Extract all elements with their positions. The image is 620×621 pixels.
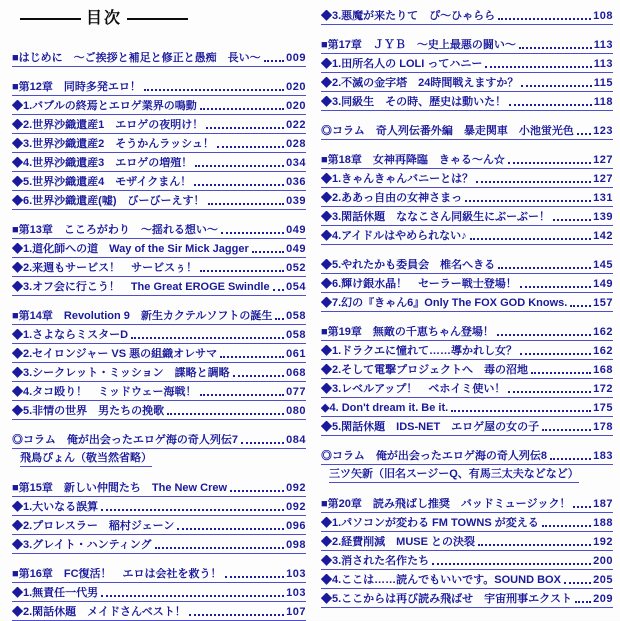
entry-page-number: 108 (593, 9, 613, 22)
entry-label: ◆6.輝け銀水晶！ セーラー戦士登場！ (321, 277, 517, 290)
page-title (20, 11, 188, 27)
entry-label: ◆1.無責任一代男 (12, 586, 99, 599)
dot-leader (275, 318, 284, 320)
dot-leader (573, 506, 591, 508)
entry-label: ◆2.セイロンジャー VS 悪の組織オレサマ (12, 347, 218, 360)
toc-entry-item (12, 535, 306, 554)
entry-label: ■第15章 新しい仲間たち The New Crew (12, 481, 228, 494)
toc-entry-item (12, 172, 306, 191)
toc-entry-item (321, 513, 613, 532)
dot-leader (273, 289, 285, 291)
entry-page-number: 123 (593, 124, 613, 137)
entry-page-number: 192 (593, 535, 613, 548)
dot-leader (189, 614, 284, 616)
entry-page-number: 172 (593, 382, 613, 395)
entry-label: ◆2.そして電撃プロジェクトへ 毒の沼地 (321, 363, 528, 376)
dot-leader (570, 305, 591, 307)
entry-page-number: 058 (286, 309, 306, 322)
entry-page-number: 061 (286, 347, 306, 360)
dot-leader (498, 267, 591, 269)
entry-label: ◆4.アイドルはやめられない♪ (321, 229, 467, 242)
entry-label: ◆5.閑話休題 IDS-NET エロゲ屋の女の子 (321, 420, 540, 433)
entry-label: ◆4.世界沙織遺産3 エロゲの増殖！ (12, 156, 193, 169)
entry-page-number: 020 (286, 99, 306, 112)
entry-page-number: 209 (593, 592, 613, 605)
dot-leader (206, 127, 284, 129)
entry-label: ◆5.非情の世界 男たちの挽歌 (12, 404, 165, 417)
dot-leader (195, 165, 284, 167)
toc-entry-header (321, 322, 613, 341)
toc-entry-item (12, 134, 306, 153)
entry-label: ◆6.世界沙織遺産(嘘) びーびーえす！ (12, 194, 205, 207)
dot-leader (542, 525, 591, 527)
entry-label: ■第19章 無敵の千恵ちゃん登場！ (321, 325, 494, 338)
entry-label: ◆1.きゃんきゃんバニーとは？ (321, 172, 474, 185)
entry-page-number: 162 (593, 325, 613, 338)
entry-page-number: 118 (593, 95, 613, 108)
entry-label: ◎コラム 俺が出会ったエロゲ海の奇人列伝7 (12, 433, 239, 446)
toc-entry-item (321, 589, 613, 608)
toc-entry-item (321, 188, 613, 207)
toc-entry-header (12, 77, 306, 96)
dot-leader (194, 184, 284, 186)
entry-page-number: 200 (593, 554, 613, 567)
toc-title: 目次 (86, 10, 123, 27)
entry-label: ◆1.田所名人の LOLI ってハニー (321, 57, 483, 70)
entry-page-number: 113 (593, 57, 613, 70)
entry-page-number: 068 (286, 366, 306, 379)
dot-leader (451, 410, 591, 412)
title-rule-left (20, 18, 81, 21)
dot-leader (167, 413, 284, 415)
dot-leader (509, 104, 592, 106)
dot-leader (575, 601, 591, 603)
entry-page-number: 039 (286, 194, 306, 207)
dot-leader (542, 429, 591, 431)
dot-leader (497, 334, 591, 336)
entry-label: ◆3.悪魔が来たりて ぴ～ひゃらら (321, 9, 496, 22)
entry-page-number: 139 (593, 210, 613, 223)
entry-page-number: 077 (286, 385, 306, 398)
entry-label: ◆3.同級生 その時、歴史は動いた！ (321, 95, 507, 108)
entry-page-number: 103 (286, 567, 306, 580)
entry-label: ◆3.シークレット・ミッション 諜略と調略 (12, 366, 230, 379)
entry-label: ■第17章 ＪＹＢ ～史上最悪の闘い～ (321, 38, 516, 51)
dot-leader (521, 85, 591, 87)
toc-entry-item (321, 207, 613, 226)
toc-entry-item (321, 570, 613, 589)
entry-label: ■第12章 同時多発エロ！ (12, 80, 141, 93)
toc-entry-item (321, 551, 613, 570)
dot-leader (252, 251, 284, 253)
toc-entry-header (12, 220, 306, 239)
entry-label: 三ツ矢新（旧名スージーQ、有馬三太夫などなど） (329, 468, 579, 483)
entry-page-number: 080 (286, 404, 306, 417)
toc-entry-column (321, 121, 613, 140)
entry-page-number: 058 (286, 328, 306, 341)
entry-label: ◆2.経費削減 MUSE との決裂 (321, 535, 476, 548)
toc-entry-item (321, 92, 613, 111)
toc-entry-header (12, 564, 306, 583)
dot-leader (200, 270, 284, 272)
entry-label: ◆2.不滅の金字塔 24時間戦えますか？ (321, 76, 519, 89)
dot-leader (200, 394, 285, 396)
dot-leader (225, 576, 285, 578)
entry-label: ◆3.レベルアップ！ ベホイミ使い！ (321, 382, 506, 395)
toc-entry-column (12, 430, 306, 449)
dot-leader (519, 47, 592, 49)
entry-page-number: 205 (593, 573, 613, 586)
entry-page-number: 175 (593, 401, 613, 414)
entry-label: ■第14章 Revolution 9 新生カクテルソフトの誕生 (12, 309, 273, 322)
entry-page-number: 113 (593, 38, 613, 51)
dot-leader (508, 162, 591, 164)
toc-entry-item (12, 96, 306, 115)
dot-leader (200, 108, 284, 110)
entry-page-number: 049 (286, 223, 306, 236)
entry-label: ◆7.幻の『きゃん6』Only The FOX GOD Knows. (321, 296, 568, 309)
toc-entry-header (12, 306, 306, 325)
entry-label: ◆5.世界沙織遺産4 モザイクまん！ (12, 175, 192, 188)
entry-label: 飛鳥ぴょん（敬当然省略） (20, 452, 152, 467)
toc-entry-item (12, 401, 306, 420)
toc-entry-item (12, 277, 306, 296)
dot-leader (177, 528, 284, 530)
toc-column-right (321, 6, 613, 608)
toc-entry-item (321, 54, 613, 73)
toc-entry-item (321, 73, 613, 92)
dot-leader (564, 582, 591, 584)
toc-entry-item (321, 226, 613, 245)
entry-label: ◎コラム 奇人列伝番外編 暴走関車 小池蛍光色 (321, 124, 574, 137)
entry-page-number: 096 (286, 519, 306, 532)
entry-label: ◆2.閑話休題 メイドさんベスト！ (12, 605, 186, 618)
toc-entry-item (321, 293, 613, 312)
entry-label: ◆4. Don't dream it. Be it. (321, 401, 449, 414)
entry-page-number: 009 (286, 51, 306, 64)
toc-entry-item (12, 497, 306, 516)
entry-label: ◎コラム 俺が出会ったエロゲ海の奇人列伝8 (321, 449, 548, 462)
toc-entry-item (12, 516, 306, 535)
entry-page-number: 178 (593, 420, 613, 433)
toc-entry-item (321, 398, 613, 417)
entry-label: ◆2.世界沙織遺産1 エロゲの夜明け！ (12, 118, 204, 131)
toc-entry-item (12, 382, 306, 401)
toc-entry-item (12, 153, 306, 172)
entry-label: ◆2.プロレスラー 稲村ジェーン (12, 519, 175, 532)
dot-leader (508, 391, 591, 393)
dot-leader (553, 219, 591, 221)
toc-entry-item (321, 274, 613, 293)
dot-leader (230, 490, 284, 492)
entry-label: ◆1.道化師への道 Way of the Sir Mick Jagger (12, 242, 249, 255)
dot-leader (131, 337, 284, 339)
entry-label: ◆3.世界沙織遺産2 そうかんラッシュ！ (12, 137, 214, 150)
toc-entry-item (321, 6, 613, 25)
dot-leader (432, 563, 591, 565)
toc-entry-header (321, 35, 613, 54)
entry-page-number: 028 (286, 137, 306, 150)
dot-leader (217, 146, 284, 148)
entry-page-number: 127 (593, 153, 613, 166)
toc-entry-item (321, 532, 613, 551)
entry-label: ◆3.閑話休題 ななこさん同級生にぶーぶー！ (321, 210, 550, 223)
entry-page-number: 103 (286, 586, 306, 599)
dot-leader (144, 89, 284, 91)
dot-leader (478, 544, 591, 546)
entry-page-number: 034 (286, 156, 306, 169)
dot-leader (208, 203, 285, 205)
toc-entry-item (12, 258, 306, 277)
dot-leader (577, 133, 591, 135)
toc-entry-header (321, 150, 613, 169)
entry-label: ◆5.ここからは再び読み飛ばせ 宇宙刑事エクスト (321, 592, 573, 605)
toc-entry-item (321, 255, 613, 274)
toc-column-left (12, 48, 306, 621)
entry-label: ◆4.ここは……読んでもいいです。SOUND BOX (321, 573, 561, 586)
entry-page-number: 149 (593, 277, 613, 290)
entry-page-number: 188 (593, 516, 613, 529)
toc-entry-header (321, 494, 613, 513)
toc-entry-item (12, 602, 306, 621)
entry-page-number: 142 (593, 229, 613, 242)
entry-page-number: 145 (593, 258, 613, 271)
entry-page-number: 036 (286, 175, 306, 188)
dot-leader (531, 372, 591, 374)
dot-leader (520, 286, 591, 288)
entry-label: ■第20章 読み飛ばし推奨 バッドミュージック！ (321, 497, 571, 510)
entry-label: ◆1.バブルの終焉とエロゲ業界の鳴動 (12, 99, 197, 112)
toc-entry-note (321, 465, 613, 484)
dot-leader (101, 509, 284, 511)
toc-entry-item (12, 325, 306, 344)
dot-leader (470, 238, 591, 240)
entry-label: ◆3.グレイト・ハンティング (12, 538, 152, 551)
toc-entry-header (12, 48, 306, 67)
dot-leader (220, 356, 284, 358)
toc-entry-item (12, 115, 306, 134)
entry-label: ◆2.来週もサービス！ サービスぅ！ (12, 261, 198, 274)
entry-page-number: 092 (286, 481, 306, 494)
toc-entry-item (321, 169, 613, 188)
entry-label: ◆3.消された名作たち (321, 554, 430, 567)
entry-page-number: 054 (286, 280, 306, 293)
dot-leader (520, 353, 591, 355)
entry-label: ■第16章 FC復活！ エロは会社を救う！ (12, 567, 222, 580)
toc-entry-item (12, 363, 306, 382)
dot-leader (264, 60, 284, 62)
entry-label: ◆1.ドラクエに憧れて……導かれし女？ (321, 344, 517, 357)
entry-page-number: 020 (286, 80, 306, 93)
dot-leader (476, 181, 591, 183)
entry-label: ◆3.オフ会に行こう！ The Great EROGE Swindle (12, 280, 270, 293)
entry-page-number: 107 (286, 605, 306, 618)
entry-page-number: 052 (286, 261, 306, 274)
entry-label: ◆2.ああっ自由の女神さまっ (321, 191, 463, 204)
entry-label: ◆4.タコ殴り！ ミッドウェー海戦！ (12, 385, 197, 398)
dot-leader (465, 200, 591, 202)
entry-page-number: 022 (286, 118, 306, 131)
toc-entry-item (12, 344, 306, 363)
dot-leader (550, 458, 591, 460)
dot-leader (221, 232, 284, 234)
toc-entry-note (12, 449, 306, 468)
dot-leader (485, 66, 591, 68)
entry-page-number: 115 (593, 76, 613, 89)
entry-label: ■第13章 こころがわり ～揺れる想い～ (12, 223, 218, 236)
entry-label: ■第18章 女神再降臨 きゃる～ん☆ (321, 153, 505, 166)
entry-page-number: 162 (593, 344, 613, 357)
entry-label: ■はじめに ～ご挨拶と補足と修正と愚痴 長い～ (12, 51, 261, 64)
toc-entry-column (321, 446, 613, 465)
entry-page-number: 127 (593, 172, 613, 185)
dot-leader (101, 595, 284, 597)
toc-entry-item (12, 191, 306, 210)
entry-label: ◆1.パソコンが変わる FM TOWNS が変える (321, 516, 539, 529)
entry-label: ◆1.大いなる誤算 (12, 500, 99, 513)
toc-entry-item (321, 341, 613, 360)
toc-entry-item (321, 379, 613, 398)
toc-entry-item (321, 360, 613, 379)
entry-page-number: 131 (593, 191, 613, 204)
toc-entry-item (12, 239, 306, 258)
toc-entry-item (12, 583, 306, 602)
title-rule-right (127, 18, 188, 21)
toc-entry-header (12, 478, 306, 497)
entry-page-number: 183 (593, 449, 613, 462)
dot-leader (241, 442, 284, 444)
entry-page-number: 092 (286, 500, 306, 513)
entry-label: ◆1.さよならミスターD (12, 328, 129, 341)
dot-leader (155, 547, 285, 549)
dot-leader (498, 18, 591, 20)
entry-page-number: 049 (286, 242, 306, 255)
dot-leader (233, 375, 285, 377)
entry-page-number: 187 (593, 497, 613, 510)
toc-entry-item (321, 417, 613, 436)
entry-page-number: 157 (593, 296, 613, 309)
entry-page-number: 084 (286, 433, 306, 446)
entry-page-number: 098 (286, 538, 306, 551)
entry-label: ◆5.やれたかも委員会 椎名へきる (321, 258, 496, 271)
entry-page-number: 168 (593, 363, 613, 376)
